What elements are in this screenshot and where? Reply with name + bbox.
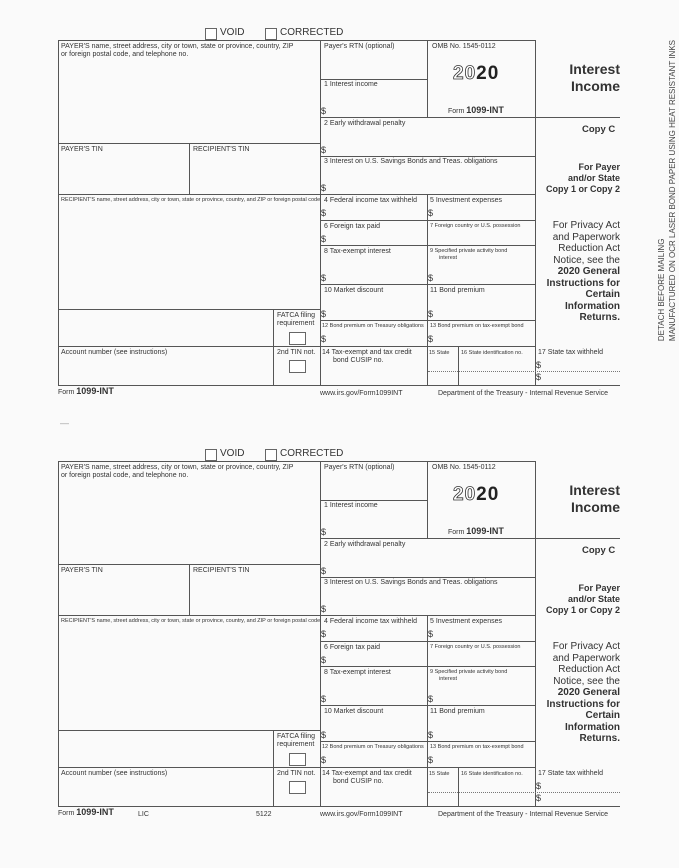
box8-label: 8 Tax-exempt interest: [324, 248, 391, 255]
payer-rtn-label: Payer's RTN (optional): [324, 43, 395, 50]
manufactured-text: MANUFACTURED ON OCR LASER BOND PAPER USING HEAT RESISTANT INKS: [668, 40, 677, 342]
corrected-label: CORRECTED: [280, 27, 344, 38]
void-checkbox[interactable]: [205, 449, 217, 461]
omb-label: OMB No. 1545-0112: [432, 43, 496, 50]
copy-label: Copy C: [582, 124, 616, 135]
box8-label: 8 Tax-exempt interest: [324, 669, 391, 676]
recipient-name-label: RECIPIENT'S name, street address, city or town, state or province, country, and ZIP or foreign postal code: [61, 197, 321, 203]
box2-label: 2 Early withdrawal penalty: [324, 120, 406, 127]
corrected-checkbox[interactable]: [265, 28, 277, 40]
tin2-checkbox[interactable]: [289, 360, 306, 373]
form-title: Interest Income: [569, 61, 620, 94]
void-label: VOID: [220, 448, 245, 459]
footer-url: www.irs.gov/Form1099INT: [320, 390, 403, 397]
box14-label-2: bond CUSIP no.: [333, 357, 384, 364]
footer-form-id: Form 1099-INT: [58, 807, 114, 817]
fatca-label-2: requirement: [277, 741, 315, 748]
box14-label-1: 14 Tax-exempt and tax credit: [322, 770, 412, 777]
payer-name-label-2: or foreign postal code, and telephone no.: [61, 51, 189, 58]
payer-tin-label: PAYER'S TIN: [61, 146, 103, 153]
footer-dept: Department of the Treasury - Internal Revenue Service: [438, 390, 609, 397]
box16-label: 16 State identification no.: [461, 350, 523, 356]
account-label: Account number (see instructions): [61, 349, 168, 356]
payer-name-label-2: or foreign postal code, and telephone no.: [61, 472, 189, 479]
box13-label: 13 Bond premium on tax-exempt bond: [430, 323, 524, 329]
box12-label: 12 Bond premium on Treasury obligations: [322, 744, 424, 750]
recipient-name-label: RECIPIENT'S name, street address, city or town, state or province, country, and ZIP or foreign postal code: [61, 618, 321, 624]
fatca-checkbox[interactable]: [289, 332, 306, 345]
box10-label: 10 Market discount: [324, 287, 384, 294]
recipient-tin-label: RECIPIENT'S TIN: [193, 146, 250, 153]
form-copy-1: VOID CORRECTED PAYER'S name, street address, city or town, state or province, country, ZIP or foreign postal code, and telephone no. Payer's RTN (optional) OMB No. 1545-0112 2020 Form 1099-INT Interest Income 1 Interest income $ 2 Early withdrawal penalty $ Copy C PAYER'S TIN RECIPIENT'S TIN 3 Interest on U.S. Savings Bonds and Treas. obligations $ For Payer and/or State Copy 1 or Copy 2 RECIPIENT'S name, street address, city or town, state or province, country, and ZIP or foreign postal code 4 Federal income tax withheld $ 5 Investment expenses $ 6 Foreign tax paid $ 7 Foreign country or U.S. possession For Privacy Act and Paperwork Reduction Act Notice, see the 2020 General Instructions for Certain Information Returns. 8 Tax-exempt interest $ 9 Specified private activity bond interest $ 10 Market discount $ 11 Bond premium $ FATCA filing requirement 12 Bond premium on Treasury obligations $ 13 Bond premium on tax-exempt bond $ Account number (see instructions) 2nd TIN not. 14 Tax-exempt and tax credit bond CUSIP no. 15 State 16 State identification no. 17 State tax withheld $ $ Form 1099-INT www.irs.gov/Form1099INT Department of the Treasury - Internal Revenue Service: [58, 27, 620, 397]
box15-label: 15 State: [429, 771, 450, 777]
box1-label: 1 Interest income: [324, 502, 378, 509]
footer-lic: LIC: [138, 811, 149, 818]
box6-label: 6 Foreign tax paid: [324, 223, 381, 230]
box7-label: 7 Foreign country or U.S. possession: [430, 223, 521, 229]
footer-code: 5122: [256, 811, 272, 818]
box9-label-1: 9 Specified private activity bond: [430, 669, 508, 675]
box3-label: 3 Interest on U.S. Savings Bonds and Treas. obligations: [324, 158, 498, 165]
box11-label: 11 Bond premium: [430, 287, 485, 294]
footer-url: www.irs.gov/Form1099INT: [320, 811, 403, 818]
box11-label: 11 Bond premium: [430, 708, 485, 715]
box5-label: 5 Investment expenses: [430, 197, 502, 204]
box2-label: 2 Early withdrawal penalty: [324, 541, 406, 548]
box9-label-1: 9 Specified private activity bond: [430, 248, 508, 254]
form-title: Interest Income: [569, 482, 620, 515]
box7-label: 7 Foreign country or U.S. possession: [430, 644, 521, 650]
box1-label: 1 Interest income: [324, 81, 378, 88]
box10-label: 10 Market discount: [324, 708, 384, 715]
box4-label: 4 Federal income tax withheld: [324, 618, 417, 625]
box5-label: 5 Investment expenses: [430, 618, 502, 625]
side-vertical-text: [656, 40, 678, 341]
box3-label: 3 Interest on U.S. Savings Bonds and Treas. obligations: [324, 579, 498, 586]
corrected-checkbox[interactable]: [265, 449, 277, 461]
for-payer-text: For Payer and/or State Copy 1 or Copy 2: [545, 583, 620, 615]
box12-label: 12 Bond premium on Treasury obligations: [322, 323, 424, 329]
detach-text: DETACH BEFORE MAILING: [657, 238, 666, 342]
footer-dept: Department of the Treasury - Internal Revenue Service: [438, 811, 609, 818]
payer-rtn-label: Payer's RTN (optional): [324, 464, 395, 471]
tax-year: 2020: [453, 63, 500, 84]
form-copy-2: VOID CORRECTED PAYER'S name, street address, city or town, state or province, country, ZIP or foreign postal code, and telephone no. Payer's RTN (optional) OMB No. 1545-0112 2020 Form 1099-INT Interest Income 1 Interest income $ 2 Early withdrawal penalty $ Copy C PAYER'S TIN RECIPIENT'S TIN 3 Interest on U.S. Savings Bonds and Treas. obligations $ For Payer and/or State Copy 1 or Copy 2 RECIPIENT'S name, street address, city or town, state or province, country, and ZIP or foreign postal code 4 Federal income tax withheld $ 5 Investment expenses $ 6 Foreign tax paid $ 7 Foreign country or U.S. possession For Privacy Act and Paperwork Reduction Act Notice, see the 2020 General Instructions for Certain Information Returns. 8 Tax-exempt interest $ 9 Specified private activity bond interest $ 10 Market discount $ 11 Bond premium $ FATCA filing requirement 12 Bond premium on Treasury obligations $ 13 Bond premium on tax-exempt bond $ Account number (see instructions) 2nd TIN not. 14 Tax-exempt and tax credit bond CUSIP no. 15 State 16 State identification no. 17 State tax withheld $ $ Form 1099-INT LIC 5122 www.irs.gov/Form1099INT Department of the Treasury - Internal Revenue Service: [58, 448, 620, 818]
separator-mark: —: [60, 418, 69, 428]
privacy-act-text: For Privacy Act and Paperwork Reduction Act Notice, see the 2020 General Instructions for Certain Information Returns.: [546, 641, 620, 744]
void-label: VOID: [220, 27, 245, 38]
box14-label-1: 14 Tax-exempt and tax credit: [322, 349, 412, 356]
tin2-label: 2nd TIN not.: [277, 770, 316, 777]
box4-label: 4 Federal income tax withheld: [324, 197, 417, 204]
box16-label: 16 State identification no.: [461, 771, 523, 777]
for-payer-text: For Payer and/or State Copy 1 or Copy 2: [545, 162, 620, 194]
box17-label: 17 State tax withheld: [538, 770, 603, 777]
box9-label-2: interest: [439, 255, 458, 261]
fatca-label-1: FATCA filing: [277, 733, 315, 740]
privacy-act-text: For Privacy Act and Paperwork Reduction Act Notice, see the 2020 General Instructions for Certain Information Returns.: [546, 220, 620, 323]
payer-name-label-1: PAYER'S name, street address, city or town, state or province, country, ZIP: [61, 464, 294, 471]
box9-label-2: interest: [439, 676, 458, 682]
payer-name-label-1: PAYER'S name, street address, city or town, state or province, country, ZIP: [61, 43, 294, 50]
omb-label: OMB No. 1545-0112: [432, 464, 496, 471]
fatca-label-1: FATCA filing: [277, 312, 315, 319]
form-id: Form 1099-INT: [448, 105, 504, 115]
tax-year: 2020: [453, 484, 500, 505]
payer-tin-label: PAYER'S TIN: [61, 567, 103, 574]
fatca-label-2: requirement: [277, 320, 315, 327]
footer-form-id: Form 1099-INT: [58, 386, 114, 396]
box13-label: 13 Bond premium on tax-exempt bond: [430, 744, 524, 750]
recipient-tin-label: RECIPIENT'S TIN: [193, 567, 250, 574]
box6-label: 6 Foreign tax paid: [324, 644, 381, 651]
void-checkbox[interactable]: [205, 28, 217, 40]
box17-label: 17 State tax withheld: [538, 349, 603, 356]
tin2-label: 2nd TIN not.: [277, 349, 316, 356]
corrected-label: CORRECTED: [280, 448, 344, 459]
fatca-checkbox[interactable]: [289, 753, 306, 766]
tin2-checkbox[interactable]: [289, 781, 306, 794]
account-label: Account number (see instructions): [61, 770, 168, 777]
box15-label: 15 State: [429, 350, 450, 356]
form-id: Form 1099-INT: [448, 526, 504, 536]
box14-label-2: bond CUSIP no.: [333, 778, 384, 785]
copy-label: Copy C: [582, 545, 616, 556]
